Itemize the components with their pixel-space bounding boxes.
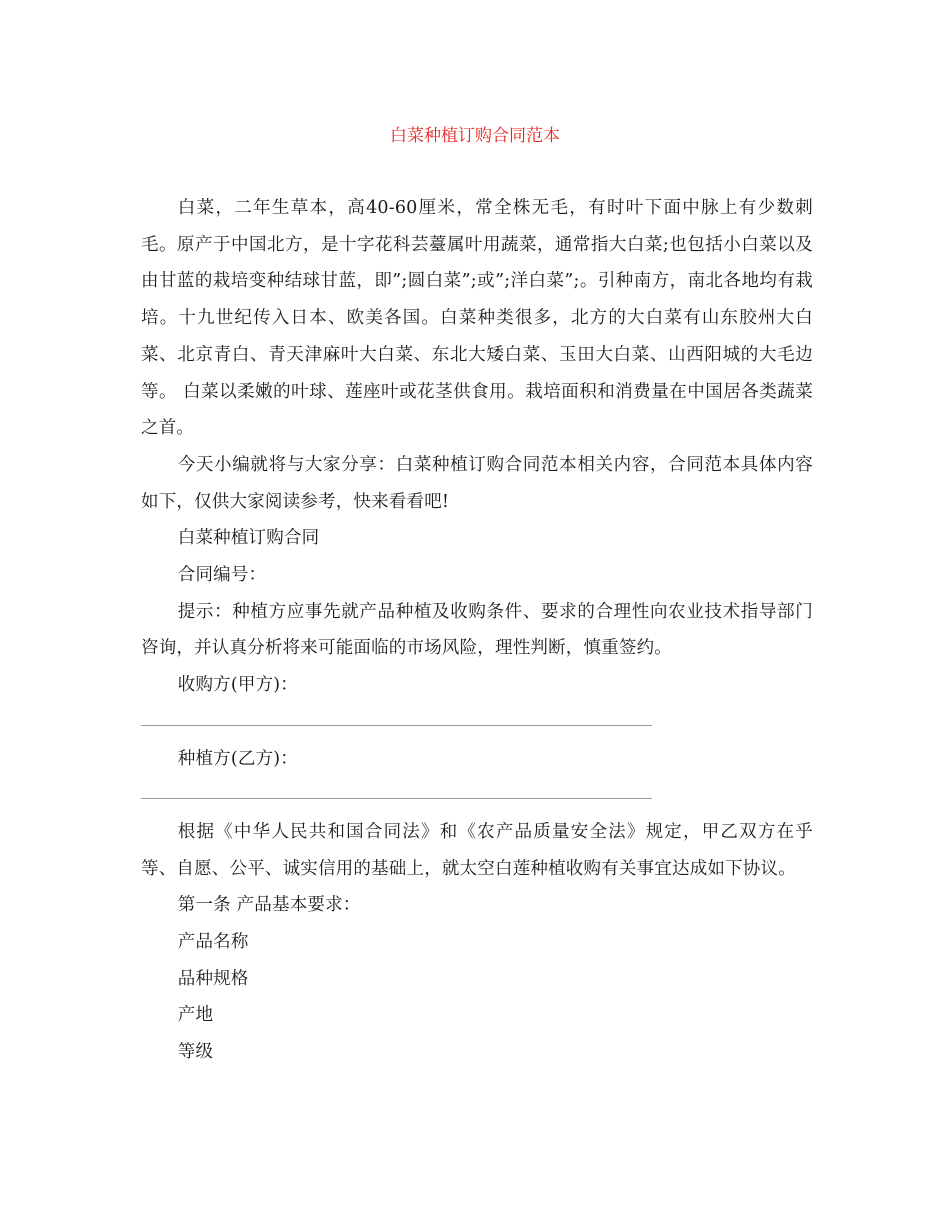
party-b-label: 种植方(乙方)： bbox=[177, 748, 299, 769]
variety-spec-label: 品种规格 bbox=[177, 968, 249, 989]
party-b-underline-row bbox=[141, 777, 813, 814]
document-body bbox=[141, 190, 813, 1071]
party-b-underline bbox=[141, 798, 652, 799]
contract-number-label: 合同编号： bbox=[177, 565, 267, 586]
grade-label: 等级 bbox=[177, 1042, 214, 1063]
origin-label: 产地 bbox=[177, 1005, 214, 1026]
contract-heading: 白菜种植订购合同 bbox=[177, 528, 320, 549]
basis-paragraph: 根据《中华人民共和国合同法》和《农产品质量安全法》规定，甲乙双方在乎等、自愿、公平、诚实信用的基础上，就太空白莲种植收购有关事宜达成如下协议。 bbox=[141, 821, 813, 879]
party-a-underline bbox=[141, 725, 652, 726]
party-a-underline-row bbox=[141, 704, 813, 741]
product-name-label: 产品名称 bbox=[177, 932, 249, 953]
party-a-label: 收购方(甲方)： bbox=[177, 675, 299, 696]
share-paragraph: 今天小编就将与大家分享：白菜种植订购合同范本相关内容，合同范本具体内容如下，仅供大家阅读参考，快来看看吧! bbox=[141, 454, 813, 512]
intro-paragraph: 白菜，二年生草本，高40-60厘米，常全株无毛，有时叶下面中脉上有少数刺毛。原产于中国北方，是十字花科芸薹属叶用蔬菜，通常指大白菜;也包括小白菜以及由甘蓝的栽培变种结球甘蓝，即”;圆白菜”;或”;洋白菜”;。引种南方，南北各地均有栽培。十九世纪传入日本、欧美各国。白菜种类很多，北方的大白菜有山东胶州大白菜、北京青白、青天津麻叶大白菜、东北大矮白菜、玉田大白菜、山西阳城的大毛边等。 白菜以柔嫩的叶球、莲座叶或花茎供食用。栽培面积和消费量在中国居各类蔬菜之首。 bbox=[141, 198, 813, 439]
document-title: 白菜种植订购合同范本 bbox=[390, 126, 560, 146]
article-1-heading: 第一条 产品基本要求： bbox=[177, 895, 361, 916]
notice-paragraph: 提示：种植方应事先就产品种植及收购条件、要求的合理性向农业技术指导部门咨询，并认真分析将来可能面临的市场风险，理性判断，慎重签约。 bbox=[141, 601, 813, 659]
